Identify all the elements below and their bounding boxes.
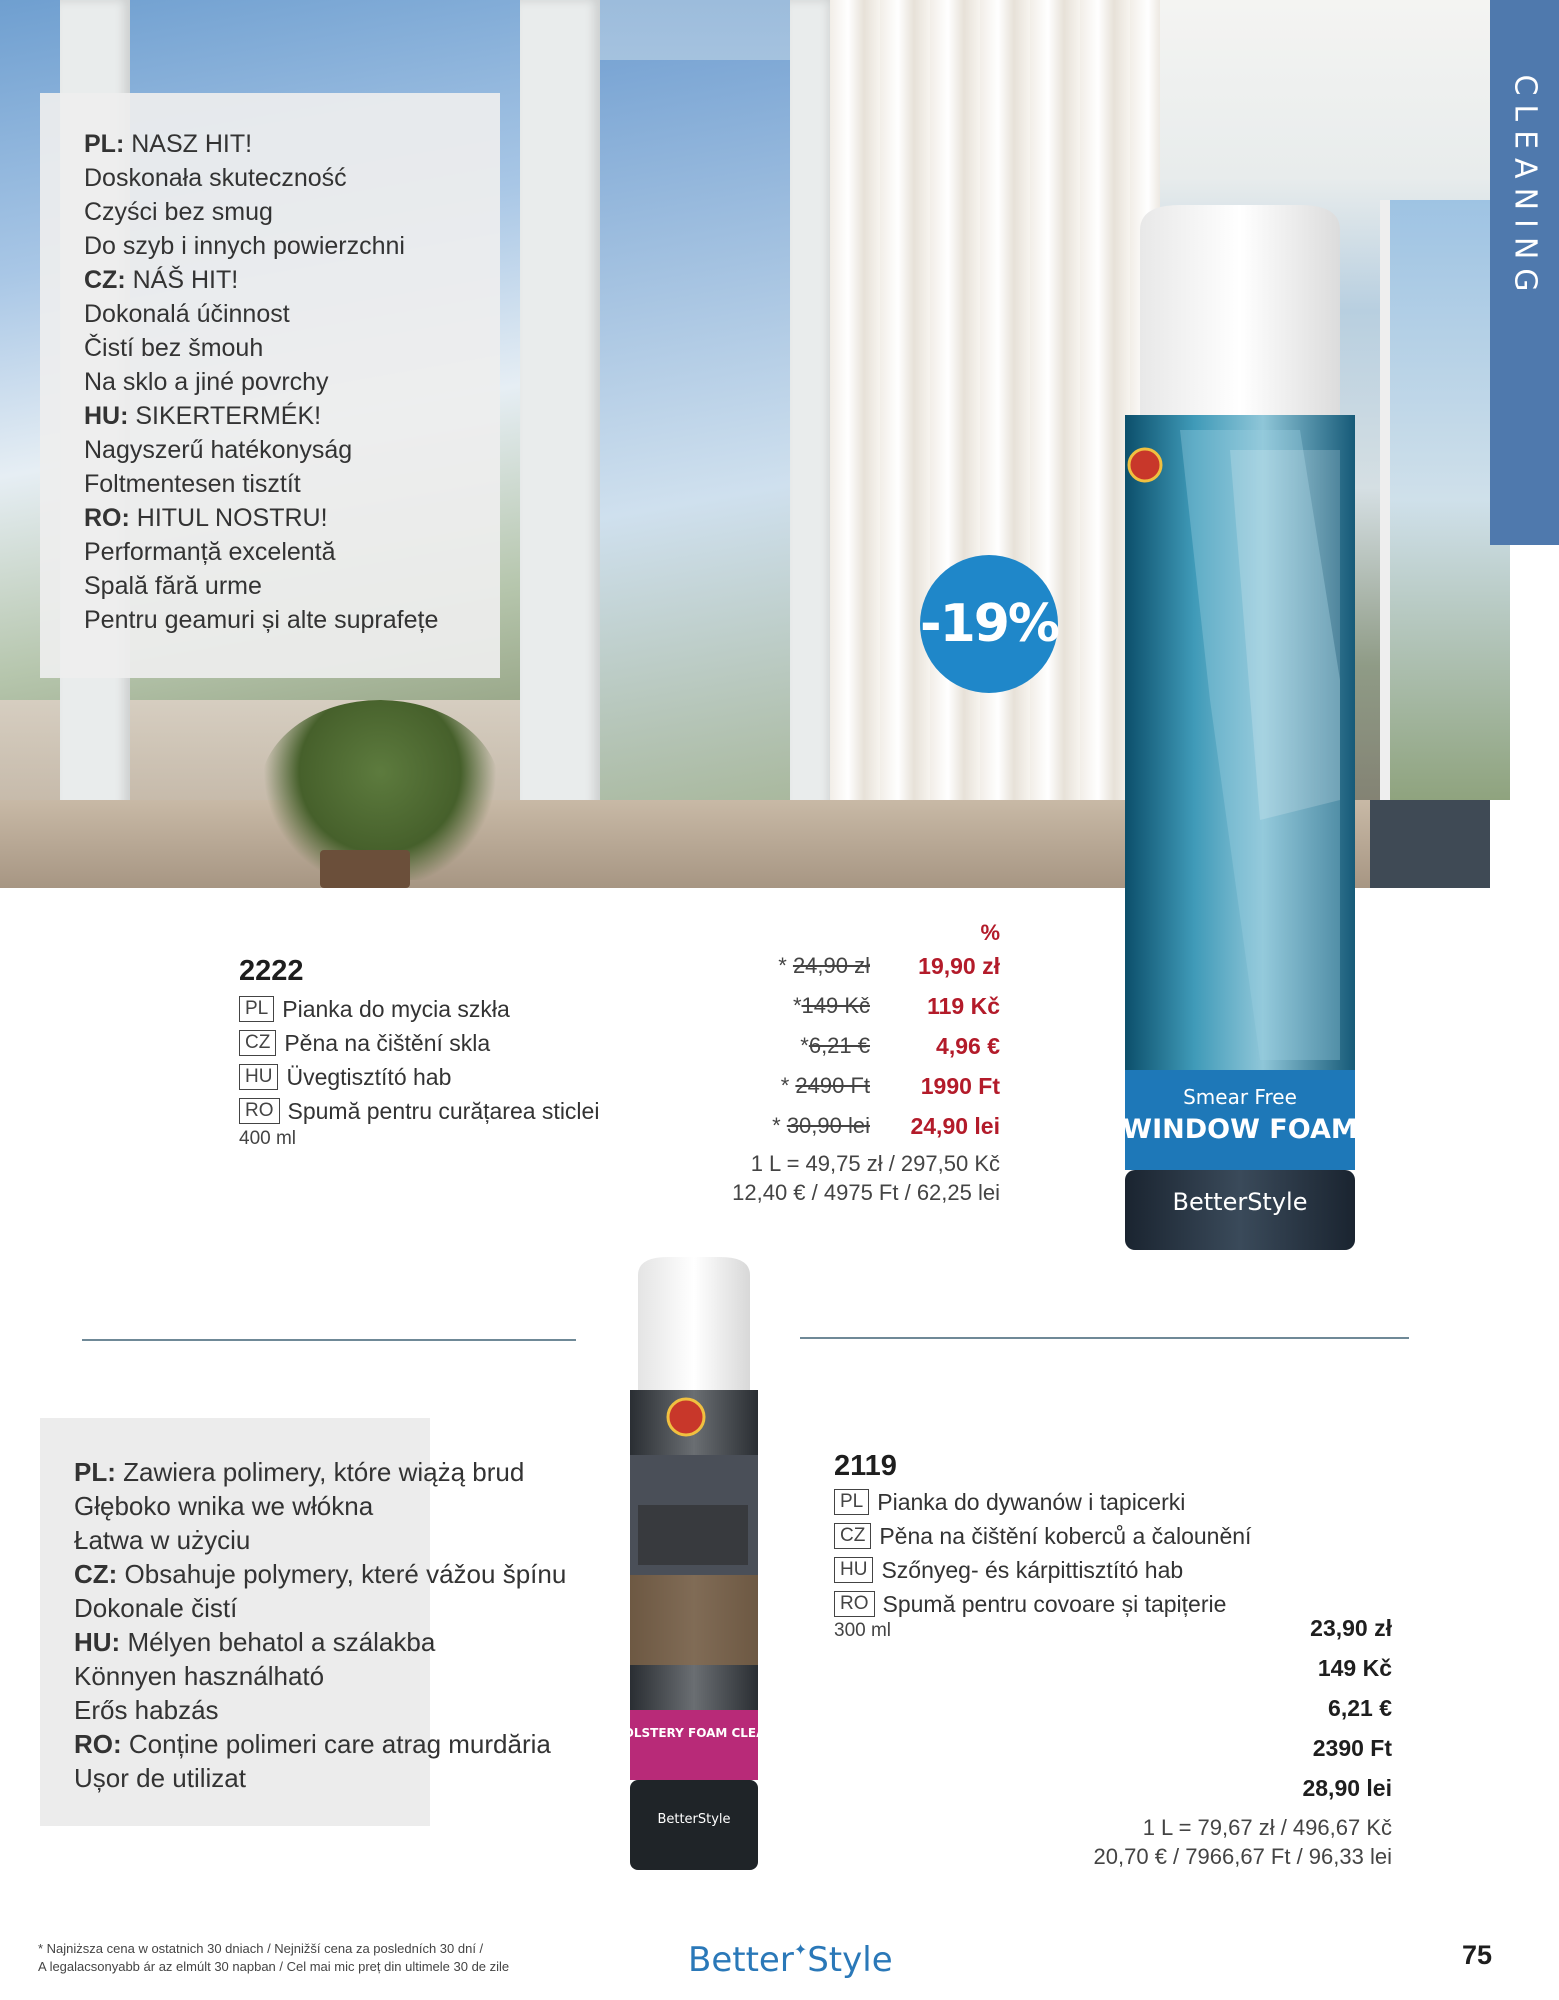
product-name-row xyxy=(834,1553,1251,1587)
prices xyxy=(1240,1608,1392,1808)
can-label-big: WINDOW FOAM xyxy=(1122,1114,1358,1145)
can2-brand: BetterStyle xyxy=(657,1812,731,1827)
features-list xyxy=(74,1455,566,1795)
price: 28,90 lei xyxy=(1302,1775,1392,1801)
feature-text: NASZ HIT! xyxy=(124,130,253,158)
feature-text: Głęboko wnika we włókna xyxy=(74,1491,374,1521)
old-price-value: 30,90 lei xyxy=(786,1113,870,1138)
feature-text: Czyści bez smug xyxy=(84,198,273,226)
feature-text: SIKERTERMÉK! xyxy=(128,402,322,430)
window-pane xyxy=(600,60,790,860)
curtain xyxy=(830,0,1160,888)
feature-text: HITUL NOSTRU! xyxy=(129,504,328,532)
category-tab-label: CLEANING xyxy=(1507,74,1542,301)
feature-line xyxy=(84,229,438,263)
old-price xyxy=(720,986,870,1026)
new-price: 119 Kč xyxy=(927,993,1000,1019)
product-name: Pěna na čištění koberců a čalounění xyxy=(879,1522,1252,1549)
feature-line xyxy=(84,501,438,535)
old-price xyxy=(720,1066,870,1106)
feature-line xyxy=(84,467,438,501)
discount-badge: -19% xyxy=(920,555,1058,693)
feature-line xyxy=(74,1557,566,1591)
footnote xyxy=(38,1940,578,1976)
old-price-value: 6,21 € xyxy=(808,1033,870,1058)
old-prices xyxy=(720,946,870,1146)
unit-price: 1 L = 79,67 zł / 496,67 Kč xyxy=(1142,1815,1392,1840)
feature-text: Mélyen behatol a szálakba xyxy=(120,1627,436,1657)
old-price xyxy=(720,946,870,986)
unit-prices xyxy=(600,1149,1000,1207)
feature-line xyxy=(74,1455,566,1489)
feature-text: Zawiera polimery, które wiążą brud xyxy=(115,1457,525,1487)
sofa xyxy=(1370,800,1490,888)
new-price: 1990 Ft xyxy=(920,1073,1000,1099)
feature-line xyxy=(74,1659,566,1693)
language-tag: PL: xyxy=(74,1457,116,1487)
feature-text: Performanță excelentă xyxy=(84,538,336,566)
asterisk: * xyxy=(792,993,802,1018)
feature-text: Łatwa w użyciu xyxy=(74,1525,251,1555)
language-tag: CZ: xyxy=(84,266,126,294)
language-code: HU xyxy=(834,1557,873,1583)
feature-line xyxy=(74,1489,566,1523)
product-name-row xyxy=(834,1485,1251,1519)
star-icon: ✦ xyxy=(793,1940,808,1959)
feature-line xyxy=(74,1591,566,1625)
old-price xyxy=(720,1106,870,1146)
upholstery-foam-can-image xyxy=(595,1255,793,1877)
can-label-small: Smear Free xyxy=(1183,1085,1297,1109)
product-size: 400 ml xyxy=(239,1128,297,1149)
feature-text: Erős habzás xyxy=(74,1695,219,1725)
feature-line xyxy=(74,1625,566,1659)
feature-text: Čistí bez šmouh xyxy=(84,334,264,362)
product-name: Üvegtisztító hab xyxy=(286,1063,452,1090)
old-price xyxy=(720,1026,870,1066)
language-tag: CZ: xyxy=(74,1559,118,1589)
feature-text: Conține polimeri care atrag murdăria xyxy=(121,1729,551,1759)
old-price-value: 2490 Ft xyxy=(795,1073,870,1098)
product-names xyxy=(834,1485,1251,1621)
product-name: Pěna na čištění skla xyxy=(284,1029,491,1056)
language-tag: PL: xyxy=(84,130,125,158)
old-price-value: 149 Kč xyxy=(801,993,870,1018)
unit-price: 1 L = 49,75 zł / 297,50 Kč xyxy=(750,1151,1000,1176)
feature-text: Foltmentesen tisztít xyxy=(84,470,301,498)
feature-line xyxy=(84,603,438,637)
product-name: Pianka do dywanów i tapicerki xyxy=(877,1488,1186,1515)
divider xyxy=(82,1339,576,1341)
product-name-row xyxy=(834,1587,1251,1621)
divider xyxy=(800,1337,1409,1339)
old-price-value: 24,90 zł xyxy=(792,953,870,978)
features-panel-top xyxy=(40,93,500,678)
percent-header: % xyxy=(980,920,1000,945)
feature-text: Dokonalá účinnost xyxy=(84,300,290,328)
product-name-row xyxy=(239,1026,599,1060)
product-name-row xyxy=(834,1519,1251,1553)
language-code: CZ xyxy=(834,1523,871,1549)
feature-line xyxy=(84,569,438,603)
feature-line xyxy=(74,1523,566,1557)
language-tag: RO: xyxy=(74,1729,122,1759)
feature-line xyxy=(84,161,438,195)
feature-line xyxy=(74,1727,566,1761)
feature-text: Ușor de utilizat xyxy=(74,1763,246,1793)
product-name: Spumă pentru covoare și tapițerie xyxy=(882,1590,1227,1617)
window-foam-can xyxy=(1120,200,1360,1260)
feature-line xyxy=(84,399,438,433)
language-tag: HU: xyxy=(74,1627,121,1657)
brand-logo: Better✦Style xyxy=(688,1940,893,1980)
product-name-row xyxy=(239,1060,599,1094)
product-code: 2222 xyxy=(239,955,304,987)
feature-text: Doskonała skuteczność xyxy=(84,164,347,192)
feature-line xyxy=(84,365,438,399)
price: 149 Kč xyxy=(1317,1655,1392,1681)
feature-text: Do szyb i innych powierzchni xyxy=(84,232,405,260)
feature-line xyxy=(84,331,438,365)
feature-text: Dokonale čistí xyxy=(74,1593,238,1623)
upholstery-foam-can xyxy=(595,1255,793,1877)
product-size: 300 ml xyxy=(834,1620,892,1641)
feature-text: Na sklo a jiné povrchy xyxy=(84,368,329,396)
window-frame xyxy=(520,0,600,888)
can-brand: BetterStyle xyxy=(1172,1188,1308,1216)
price: 2390 Ft xyxy=(1312,1735,1392,1761)
feature-text: Könnyen használható xyxy=(74,1661,325,1691)
feature-line xyxy=(84,263,438,297)
new-price: 24,90 lei xyxy=(910,1113,1000,1139)
feature-text: Obsahuje polymery, které vážou špínu xyxy=(117,1559,567,1589)
product-name-row xyxy=(239,992,599,1026)
product-name: Spumă pentru curățarea sticlei xyxy=(287,1097,600,1124)
window-foam-can-image xyxy=(1120,200,1360,1260)
feature-text: Pentru geamuri și alte suprafețe xyxy=(84,606,439,634)
language-code: RO xyxy=(834,1591,875,1617)
can2-label: UPHOLSTERY FOAM CLEANER xyxy=(595,1726,793,1740)
language-code: HU xyxy=(239,1064,278,1090)
language-code: PL xyxy=(239,996,274,1022)
language-tag: RO: xyxy=(84,504,130,532)
product-name-row xyxy=(239,1094,599,1128)
feature-line xyxy=(84,433,438,467)
asterisk: * xyxy=(772,1113,787,1138)
unit-price: 12,40 € / 4975 Ft / 62,25 lei xyxy=(732,1180,1000,1205)
new-price: 4,96 € xyxy=(936,1033,1000,1059)
price: 6,21 € xyxy=(1328,1695,1392,1721)
asterisk: * xyxy=(780,1073,796,1098)
feature-text: Nagyszerű hatékonyság xyxy=(84,436,353,464)
language-code: CZ xyxy=(239,1030,276,1056)
plant-pot xyxy=(320,850,410,888)
feature-line xyxy=(74,1693,566,1727)
language-code: PL xyxy=(834,1489,869,1515)
unit-price: 20,70 € / 7966,67 Ft / 96,33 lei xyxy=(1093,1844,1392,1869)
feature-line xyxy=(84,127,438,161)
product-code: 2119 xyxy=(834,1450,897,1482)
footnote-line: * Najniższa cena w ostatnich 30 dniach / Nejnižší cena za posledních 30 dní / xyxy=(38,1941,484,1956)
asterisk: * xyxy=(778,953,793,978)
feature-text: Spală fără urme xyxy=(84,572,262,600)
feature-line xyxy=(84,297,438,331)
unit-prices xyxy=(992,1813,1392,1871)
language-tag: HU: xyxy=(84,402,129,430)
footnote-line: A legalacsonyabb ár az elmúlt 30 napban / Cel mai mic preț din ultimele 30 de zile xyxy=(38,1959,510,1974)
product-name: Szőnyeg- és kárpittisztító hab xyxy=(881,1556,1184,1583)
feature-line xyxy=(74,1761,566,1795)
asterisk: * xyxy=(800,1033,809,1058)
price: 23,90 zł xyxy=(1310,1615,1392,1641)
product-name: Pianka do mycia szkła xyxy=(282,995,510,1022)
features-list xyxy=(84,127,438,637)
feature-line xyxy=(84,195,438,229)
page-number: 75 xyxy=(1462,1940,1493,1970)
feature-text: NÁŠ HIT! xyxy=(125,266,239,294)
new-price: 19,90 zł xyxy=(918,953,1000,979)
product-names xyxy=(239,992,599,1128)
feature-line xyxy=(84,535,438,569)
language-code: RO xyxy=(239,1098,280,1124)
window-frame xyxy=(790,0,835,888)
new-prices xyxy=(880,946,1000,1146)
